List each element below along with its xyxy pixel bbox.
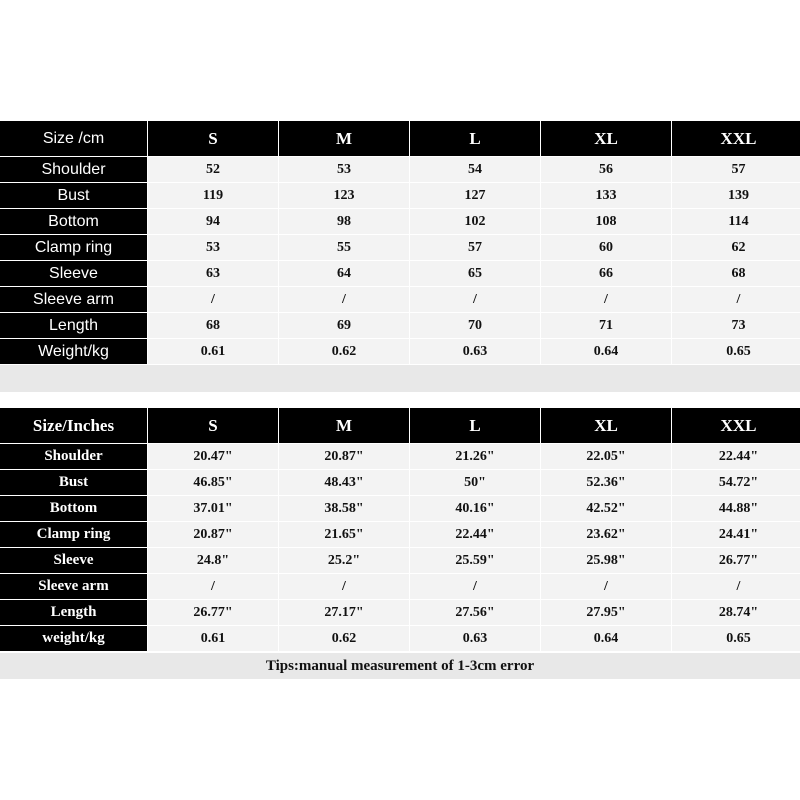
table-cell: 20.87": [148, 522, 278, 547]
table-cell: 0.65: [672, 339, 800, 364]
table-cell: 27.95": [541, 600, 671, 625]
row-label-bust: Bust: [0, 470, 147, 495]
table-cell: 25.2": [279, 548, 409, 573]
table-cell: 21.65": [279, 522, 409, 547]
row-label-clamp-ring: Clamp ring: [0, 235, 147, 260]
table-cell: /: [410, 574, 540, 599]
table-cell: /: [672, 287, 800, 312]
row-label-sleeve: Sleeve: [0, 548, 147, 573]
table-cell: 68: [672, 261, 800, 286]
table-cell: 133: [541, 183, 671, 208]
table-cell: /: [541, 574, 671, 599]
table-cell: 42.52": [541, 496, 671, 521]
table-cell: 52.36": [541, 470, 671, 495]
table-cell: 114: [672, 209, 800, 234]
table-cell: 23.62": [541, 522, 671, 547]
size-header-xl: XL: [541, 121, 671, 156]
table-cell: 94: [148, 209, 278, 234]
table-cell: 69: [279, 313, 409, 338]
size-header-xl: XL: [541, 408, 671, 443]
table-cell: 0.64: [541, 626, 671, 651]
table-cell: 60: [541, 235, 671, 260]
table-cell: 0.61: [148, 626, 278, 651]
table-cell: 53: [148, 235, 278, 260]
table-cell: 71: [541, 313, 671, 338]
table-cell: 65: [410, 261, 540, 286]
table-cell: 127: [410, 183, 540, 208]
table-cell: 64: [279, 261, 409, 286]
table-cell: 62: [672, 235, 800, 260]
table-cell: 25.59": [410, 548, 540, 573]
size-chart-cm-table: [0, 121, 800, 364]
table-cell: 139: [672, 183, 800, 208]
row-label-length: Length: [0, 600, 147, 625]
table-cell: 0.62: [279, 626, 409, 651]
table-cell: 0.64: [541, 339, 671, 364]
table-cell: /: [541, 287, 671, 312]
size-header-m: M: [279, 121, 409, 156]
table-cell: 57: [672, 157, 800, 182]
table-cell: 57: [410, 235, 540, 260]
table-cell: 119: [148, 183, 278, 208]
table-cell: 73: [672, 313, 800, 338]
row-label-weight-kg: weight/kg: [0, 626, 147, 651]
table-cell: /: [279, 574, 409, 599]
size-header-s: S: [148, 408, 278, 443]
table-cell: 22.44": [672, 444, 800, 469]
table-cell: 0.61: [148, 339, 278, 364]
size-header-l: L: [410, 408, 540, 443]
size-header-xxl: XXL: [672, 121, 800, 156]
table-cell: 66: [541, 261, 671, 286]
table-cell: /: [148, 287, 278, 312]
table-cell: /: [672, 574, 800, 599]
row-label-bust: Bust: [0, 183, 147, 208]
size-chart-inches-table: [0, 408, 800, 651]
table-cell: 27.17": [279, 600, 409, 625]
table-cell: 68: [148, 313, 278, 338]
row-label-weight-kg: Weight/kg: [0, 339, 147, 364]
row-label-bottom: Bottom: [0, 496, 147, 521]
table-cell: 22.44": [410, 522, 540, 547]
table-cell: 50": [410, 470, 540, 495]
table-cell: 0.62: [279, 339, 409, 364]
table-cell: 20.87": [279, 444, 409, 469]
table-cell: 0.65: [672, 626, 800, 651]
table-cell: 56: [541, 157, 671, 182]
table-cell: 123: [279, 183, 409, 208]
table-cell: 53: [279, 157, 409, 182]
row-label-clamp-ring: Clamp ring: [0, 522, 147, 547]
row-label-sleeve-arm: Sleeve arm: [0, 287, 147, 312]
table-cell: /: [279, 287, 409, 312]
table-cell: 40.16": [410, 496, 540, 521]
separator-band: [0, 365, 800, 392]
size-header-s: S: [148, 121, 278, 156]
table-cell: 70: [410, 313, 540, 338]
corner-header: Size/Inches: [0, 408, 147, 443]
corner-header: Size /cm: [0, 121, 147, 156]
table-cell: 26.77": [148, 600, 278, 625]
size-header-l: L: [410, 121, 540, 156]
table-cell: 54: [410, 157, 540, 182]
table-cell: 46.85": [148, 470, 278, 495]
tips-note: Tips:manual measurement of 1-3cm error: [0, 653, 800, 679]
table-cell: 21.26": [410, 444, 540, 469]
table-cell: 54.72": [672, 470, 800, 495]
table-cell: 26.77": [672, 548, 800, 573]
table-cell: 27.56": [410, 600, 540, 625]
row-label-sleeve-arm: Sleeve arm: [0, 574, 147, 599]
table-cell: 55: [279, 235, 409, 260]
table-cell: 22.05": [541, 444, 671, 469]
table-cell: 52: [148, 157, 278, 182]
table-cell: 0.63: [410, 626, 540, 651]
table-cell: 20.47": [148, 444, 278, 469]
table-cell: 38.58": [279, 496, 409, 521]
row-label-sleeve: Sleeve: [0, 261, 147, 286]
table-cell: 24.41": [672, 522, 800, 547]
table-cell: 25.98": [541, 548, 671, 573]
table-cell: 48.43": [279, 470, 409, 495]
table-cell: 44.88": [672, 496, 800, 521]
table-cell: 37.01": [148, 496, 278, 521]
table-cell: 98: [279, 209, 409, 234]
table-cell: 102: [410, 209, 540, 234]
table-cell: 108: [541, 209, 671, 234]
table-cell: 0.63: [410, 339, 540, 364]
row-label-length: Length: [0, 313, 147, 338]
row-label-shoulder: Shoulder: [0, 444, 147, 469]
table-cell: 24.8": [148, 548, 278, 573]
table-cell: /: [410, 287, 540, 312]
size-header-m: M: [279, 408, 409, 443]
table-cell: /: [148, 574, 278, 599]
row-label-bottom: Bottom: [0, 209, 147, 234]
table-cell: 28.74": [672, 600, 800, 625]
table-cell: 63: [148, 261, 278, 286]
row-label-shoulder: Shoulder: [0, 157, 147, 182]
size-header-xxl: XXL: [672, 408, 800, 443]
